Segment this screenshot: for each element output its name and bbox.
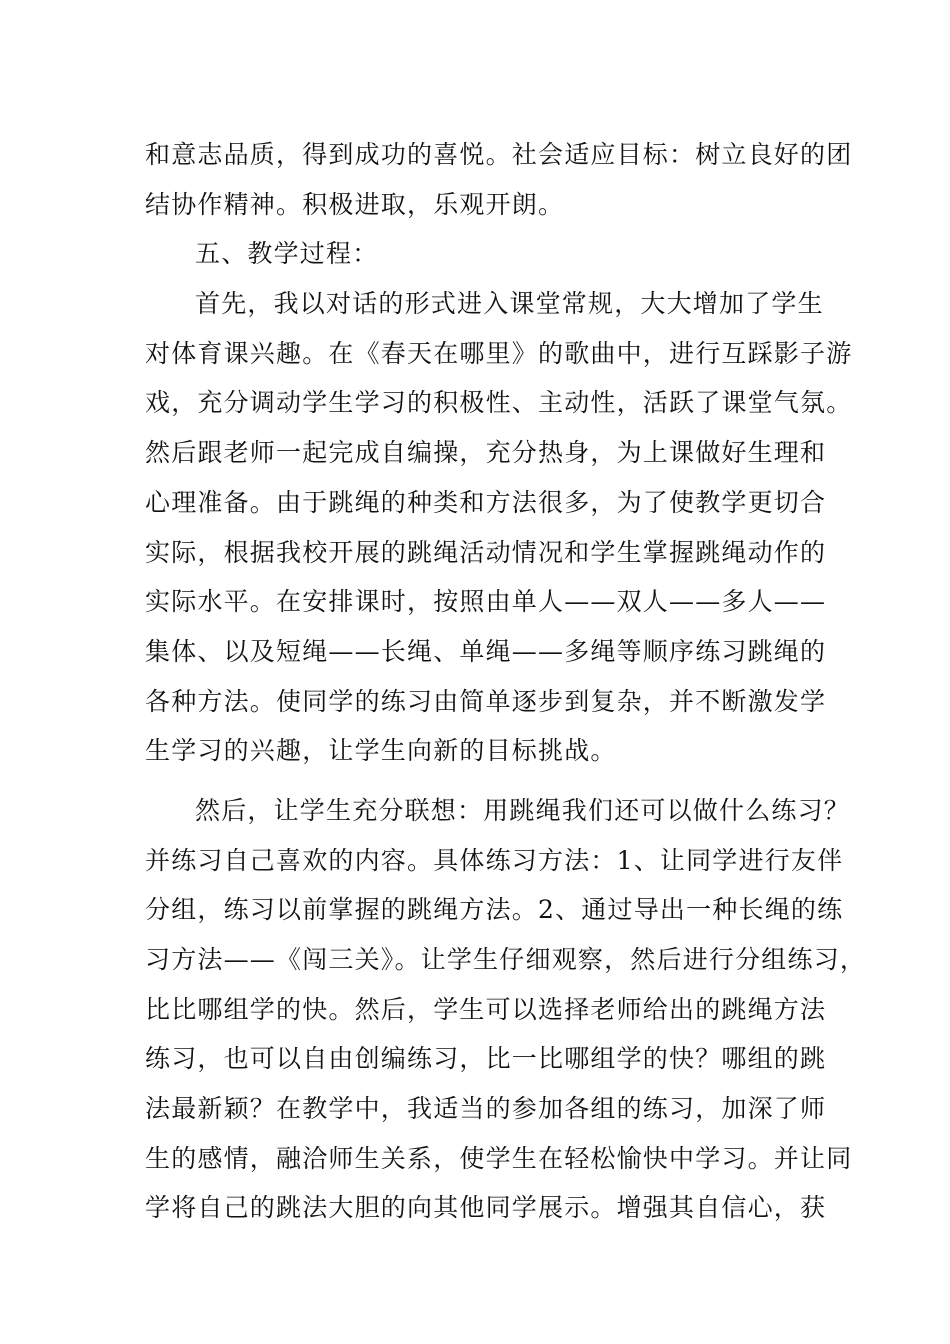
text-line: 法最新颖？在教学中，我适当的参加各组的练习，加深了师: [145, 1094, 827, 1124]
text-line: 心理准备。由于跳绳的种类和方法很多，为了使教学更切合: [145, 487, 827, 517]
text-line: 并练习自己喜欢的内容。具体练习方法：1、让同学进行友伴: [145, 845, 844, 875]
text-line: 比比哪组学的快。然后，学生可以选择老师给出的跳绳方法: [145, 994, 827, 1024]
text-line: 然后，让学生充分联想：用跳绳我们还可以做什么练习？: [195, 795, 851, 825]
text-line: 练习，也可以自由创编练习，比一比哪组学的快？哪组的跳: [145, 1044, 827, 1074]
text-line: 然后跟老师一起完成自编操，充分热身，为上课做好生理和: [145, 438, 827, 468]
text-line: 生学习的兴趣，让学生向新的目标挑战。: [145, 736, 617, 766]
text-line: 实际水平。在安排课时，按照由单人——双人——多人——: [145, 587, 827, 617]
text-line: 集体、以及短绳——长绳、单绳——多绳等顺序练习跳绳的: [145, 636, 827, 666]
text-line: 分组，练习以前掌握的跳绳方法。2、通过导出一种长绳的练: [145, 895, 844, 925]
document-body: [145, 130, 867, 1233]
text-line: 和意志品质，得到成功的喜悦。社会适应目标：树立良好的团: [145, 140, 853, 169]
section-heading: 五、教学过程：: [195, 239, 379, 269]
text-line: 首先，我以对话的形式进入课堂常规，大大增加了学生: [195, 289, 824, 319]
text-line: 结协作精神。积极进取，乐观开朗。: [145, 189, 565, 219]
text-line: 实际，根据我校开展的跳绳活动情况和学生掌握跳绳动作的: [145, 537, 827, 567]
text-line: 对体育课兴趣。在《春天在哪里》的歌曲中，进行互踩影子游: [145, 338, 853, 368]
text-line: 学将自己的跳法大胆的向其他同学展示。增强其自信心，获: [145, 1193, 827, 1223]
text-line: 戏，充分调动学生学习的积极性、主动性，活跃了课堂气氛。: [145, 388, 853, 418]
text-line: 习方法——《闯三关》。让学生仔细观察，然后进行分组练习，: [145, 945, 867, 974]
paragraph-gap: [145, 776, 825, 786]
text-line: 生的感情，融洽师生关系，使学生在轻松愉快中学习。并让同: [145, 1143, 853, 1173]
text-line: 各种方法。使同学的练习由简单逐步到复杂，并不断激发学: [145, 686, 827, 716]
